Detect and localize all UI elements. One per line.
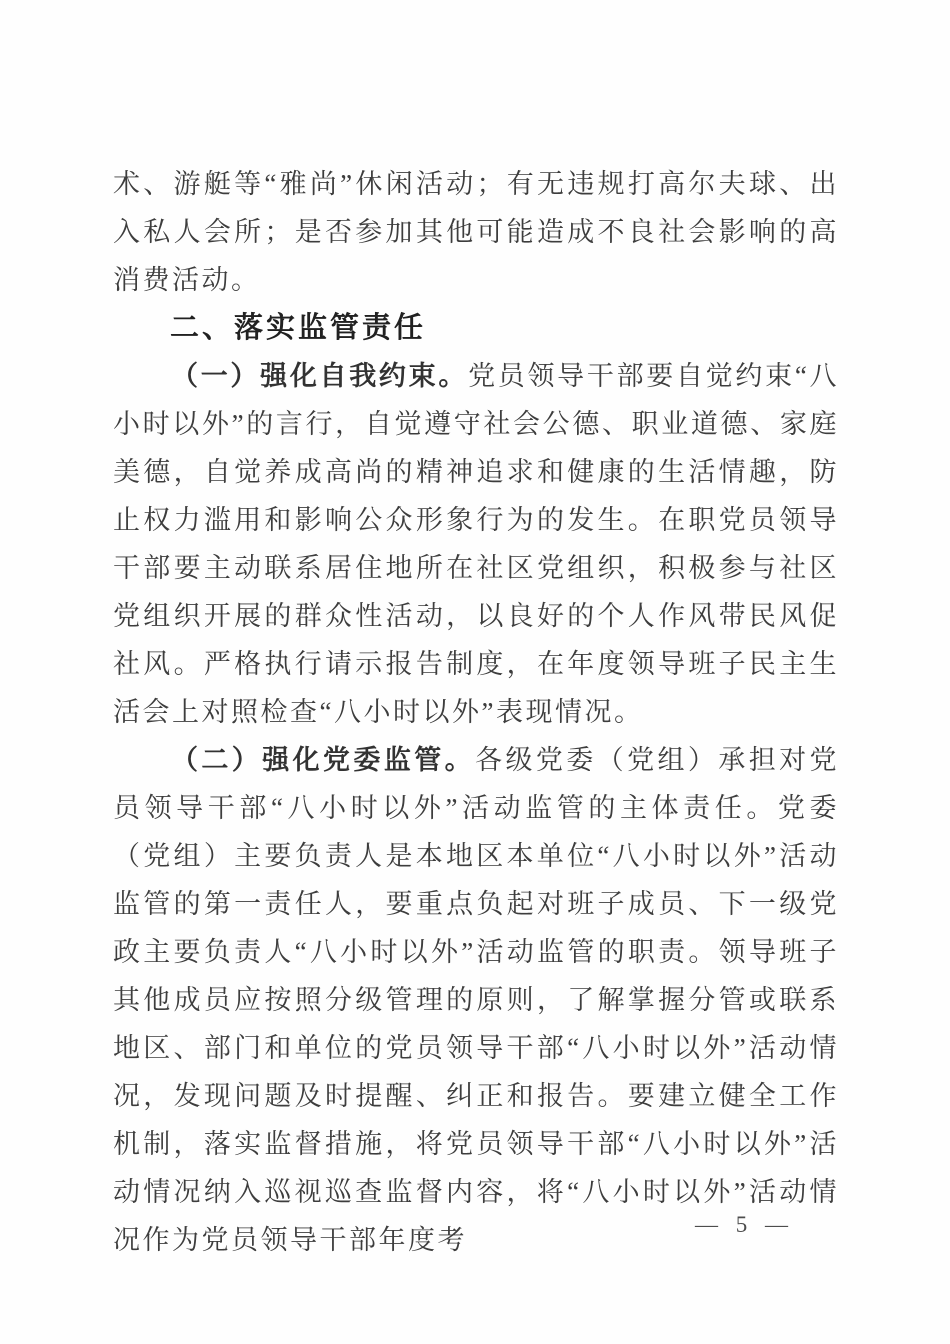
paragraph [113,352,839,736]
page-number: — 5 — [695,1212,794,1237]
paragraph-lead: （二）强化党委监管。 [171,745,476,775]
text-block [113,160,839,1264]
paragraph-text: 党员领导干部要自觉约束“八小时以外”的言行，自觉遵守社会公德、职业道德、家庭美德，自觉养成高尚的精神追求和健康的生活情趣，防止权力滥用和影响公众形象行为的发生。在职党员领导干部要主动联系居住地所在社区党组织，积极参与社区党组织开展的群众性活动，以良好的个人作风带民风促社风。严格执行请示报告制度，在年度领导班子民主生活会上对照检查“八小时以外”表现情况。 [113,361,840,727]
paragraph [113,736,839,1264]
section-heading: 二、落实监管责任 [170,312,427,344]
paragraph-lead: （一）强化自我约束。 [171,361,469,391]
paragraph-continuation: 术、游艇等“雅尚”休闲活动；有无违规打高尔夫球、出入私人会所；是否参加其他可能造成不良社会影响的高消费活动。 [113,169,839,295]
paragraph-text: 各级党委（党组）承担对党员领导干部“八小时以外”活动监管的主体责任。党委（党组）主要负责人是本地区本单位“八小时以外”活动监管的第一责任人，要重点负起对班子成员、下一级党政主要负责人“八小时以外”活动监管的职责。领导班子其他成员应按照分级管理的原则，了解掌握分管或联系地区、部门和单位的党员领导干部“八小时以外”活动情况，发现问题及时提醒、纠正和报告。要建立健全工作机制，落实监督措施，将党员领导干部“八小时以外”活动情况纳入巡视巡查监督内容，将“八小时以外”活动情况作为党员领导干部年度考 [113,745,840,1255]
